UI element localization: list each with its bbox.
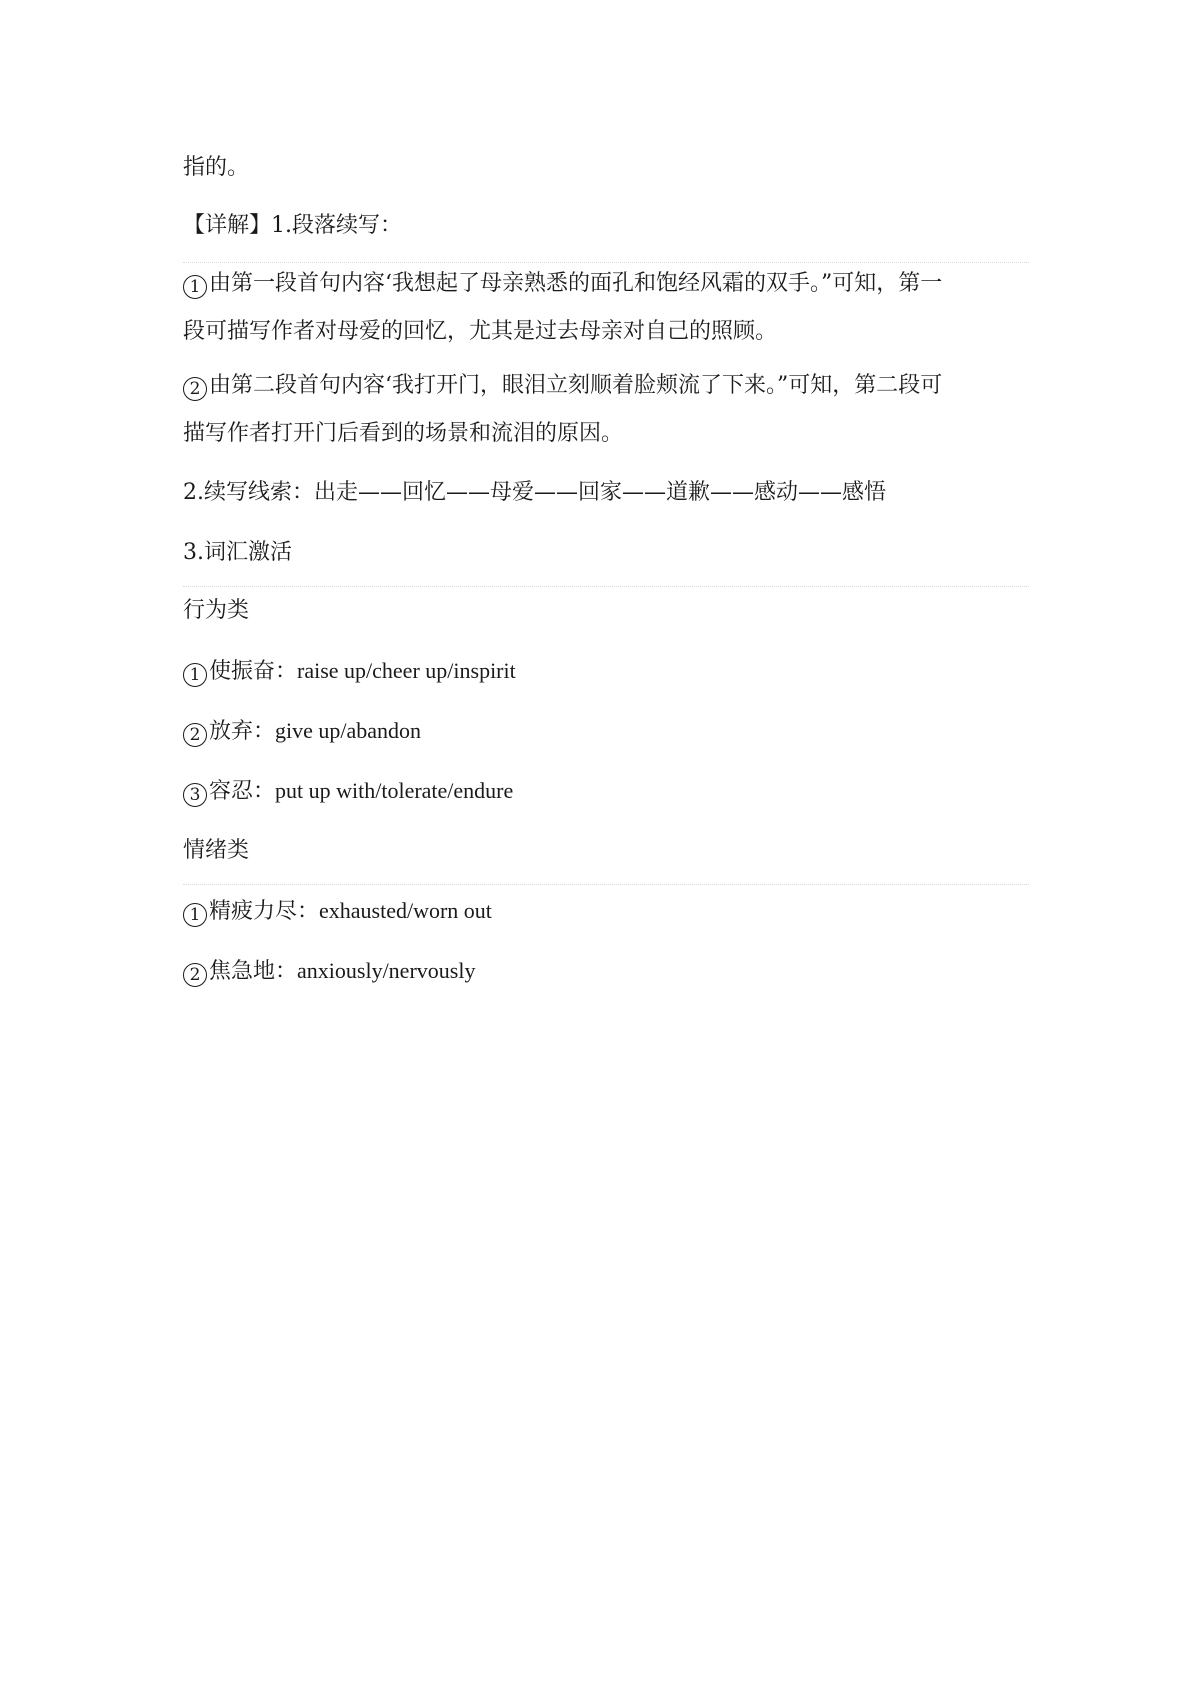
text-line-continuation: 指的。 (183, 155, 250, 180)
dotted-divider (183, 586, 1029, 587)
vocab-zh: 容忍： (209, 779, 276, 804)
vocab-item (183, 773, 513, 810)
circled-number: 3 (183, 783, 207, 807)
vocab-zh: 放弃： (209, 719, 276, 744)
paragraph-1-text-1: 由第一段首句内容‘我想起了母亲熟悉的面孔和饱经风霜的双手。”可知，第一 (209, 271, 943, 296)
section-heading-clues: 2.续写线索：出走——回忆——母爱——回家——道歉——感动——感悟 (183, 480, 886, 505)
vocab-item (183, 893, 492, 930)
paragraph-2-text-1: 由第二段首句内容‘我打开门，眼泪立刻顺着脸颊流了下来。”可知，第二段可 (209, 373, 943, 398)
circled-number: 1 (183, 903, 207, 927)
category-title-emotion: 情绪类 (183, 838, 250, 863)
vocab-en: give up/abandon (275, 718, 422, 743)
vocab-en: exhausted/worn out (319, 898, 492, 923)
circled-number: 1 (183, 275, 207, 299)
vocab-en: anxiously/nervously (297, 958, 476, 983)
vocab-zh: 精疲力尽： (209, 899, 320, 924)
vocab-item (183, 653, 516, 690)
circled-number: 2 (183, 723, 207, 747)
vocab-item (183, 713, 421, 750)
vocab-zh: 焦急地： (209, 959, 298, 984)
category-title-behavior: 行为类 (183, 598, 250, 623)
paragraph-2-line-1 (183, 362, 1029, 410)
paragraph-2 (183, 362, 1029, 458)
paragraph-2-line-2: 描写作者打开门后看到的场景和流泪的原因。 (183, 421, 624, 446)
vocab-en: raise up/cheer up/inspirit (297, 658, 516, 683)
circled-number: 1 (183, 663, 207, 687)
vocab-zh: 使振奋： (209, 659, 298, 684)
vocab-item (183, 953, 475, 990)
circled-number: 2 (183, 377, 207, 401)
dotted-divider (183, 884, 1029, 885)
paragraph-1-line-1 (183, 260, 1029, 308)
paragraph-1-line-2: 段可描写作者对母爱的回忆，尤其是过去母亲对自己的照顾。 (183, 319, 778, 344)
section-heading-detail: 【详解】1.段落续写： (183, 213, 402, 238)
vocab-en: put up with/tolerate/endure (275, 778, 514, 803)
section-heading-vocabulary: 3.词汇激活 (183, 540, 292, 565)
circled-number: 2 (183, 963, 207, 987)
paragraph-1 (183, 260, 1029, 356)
